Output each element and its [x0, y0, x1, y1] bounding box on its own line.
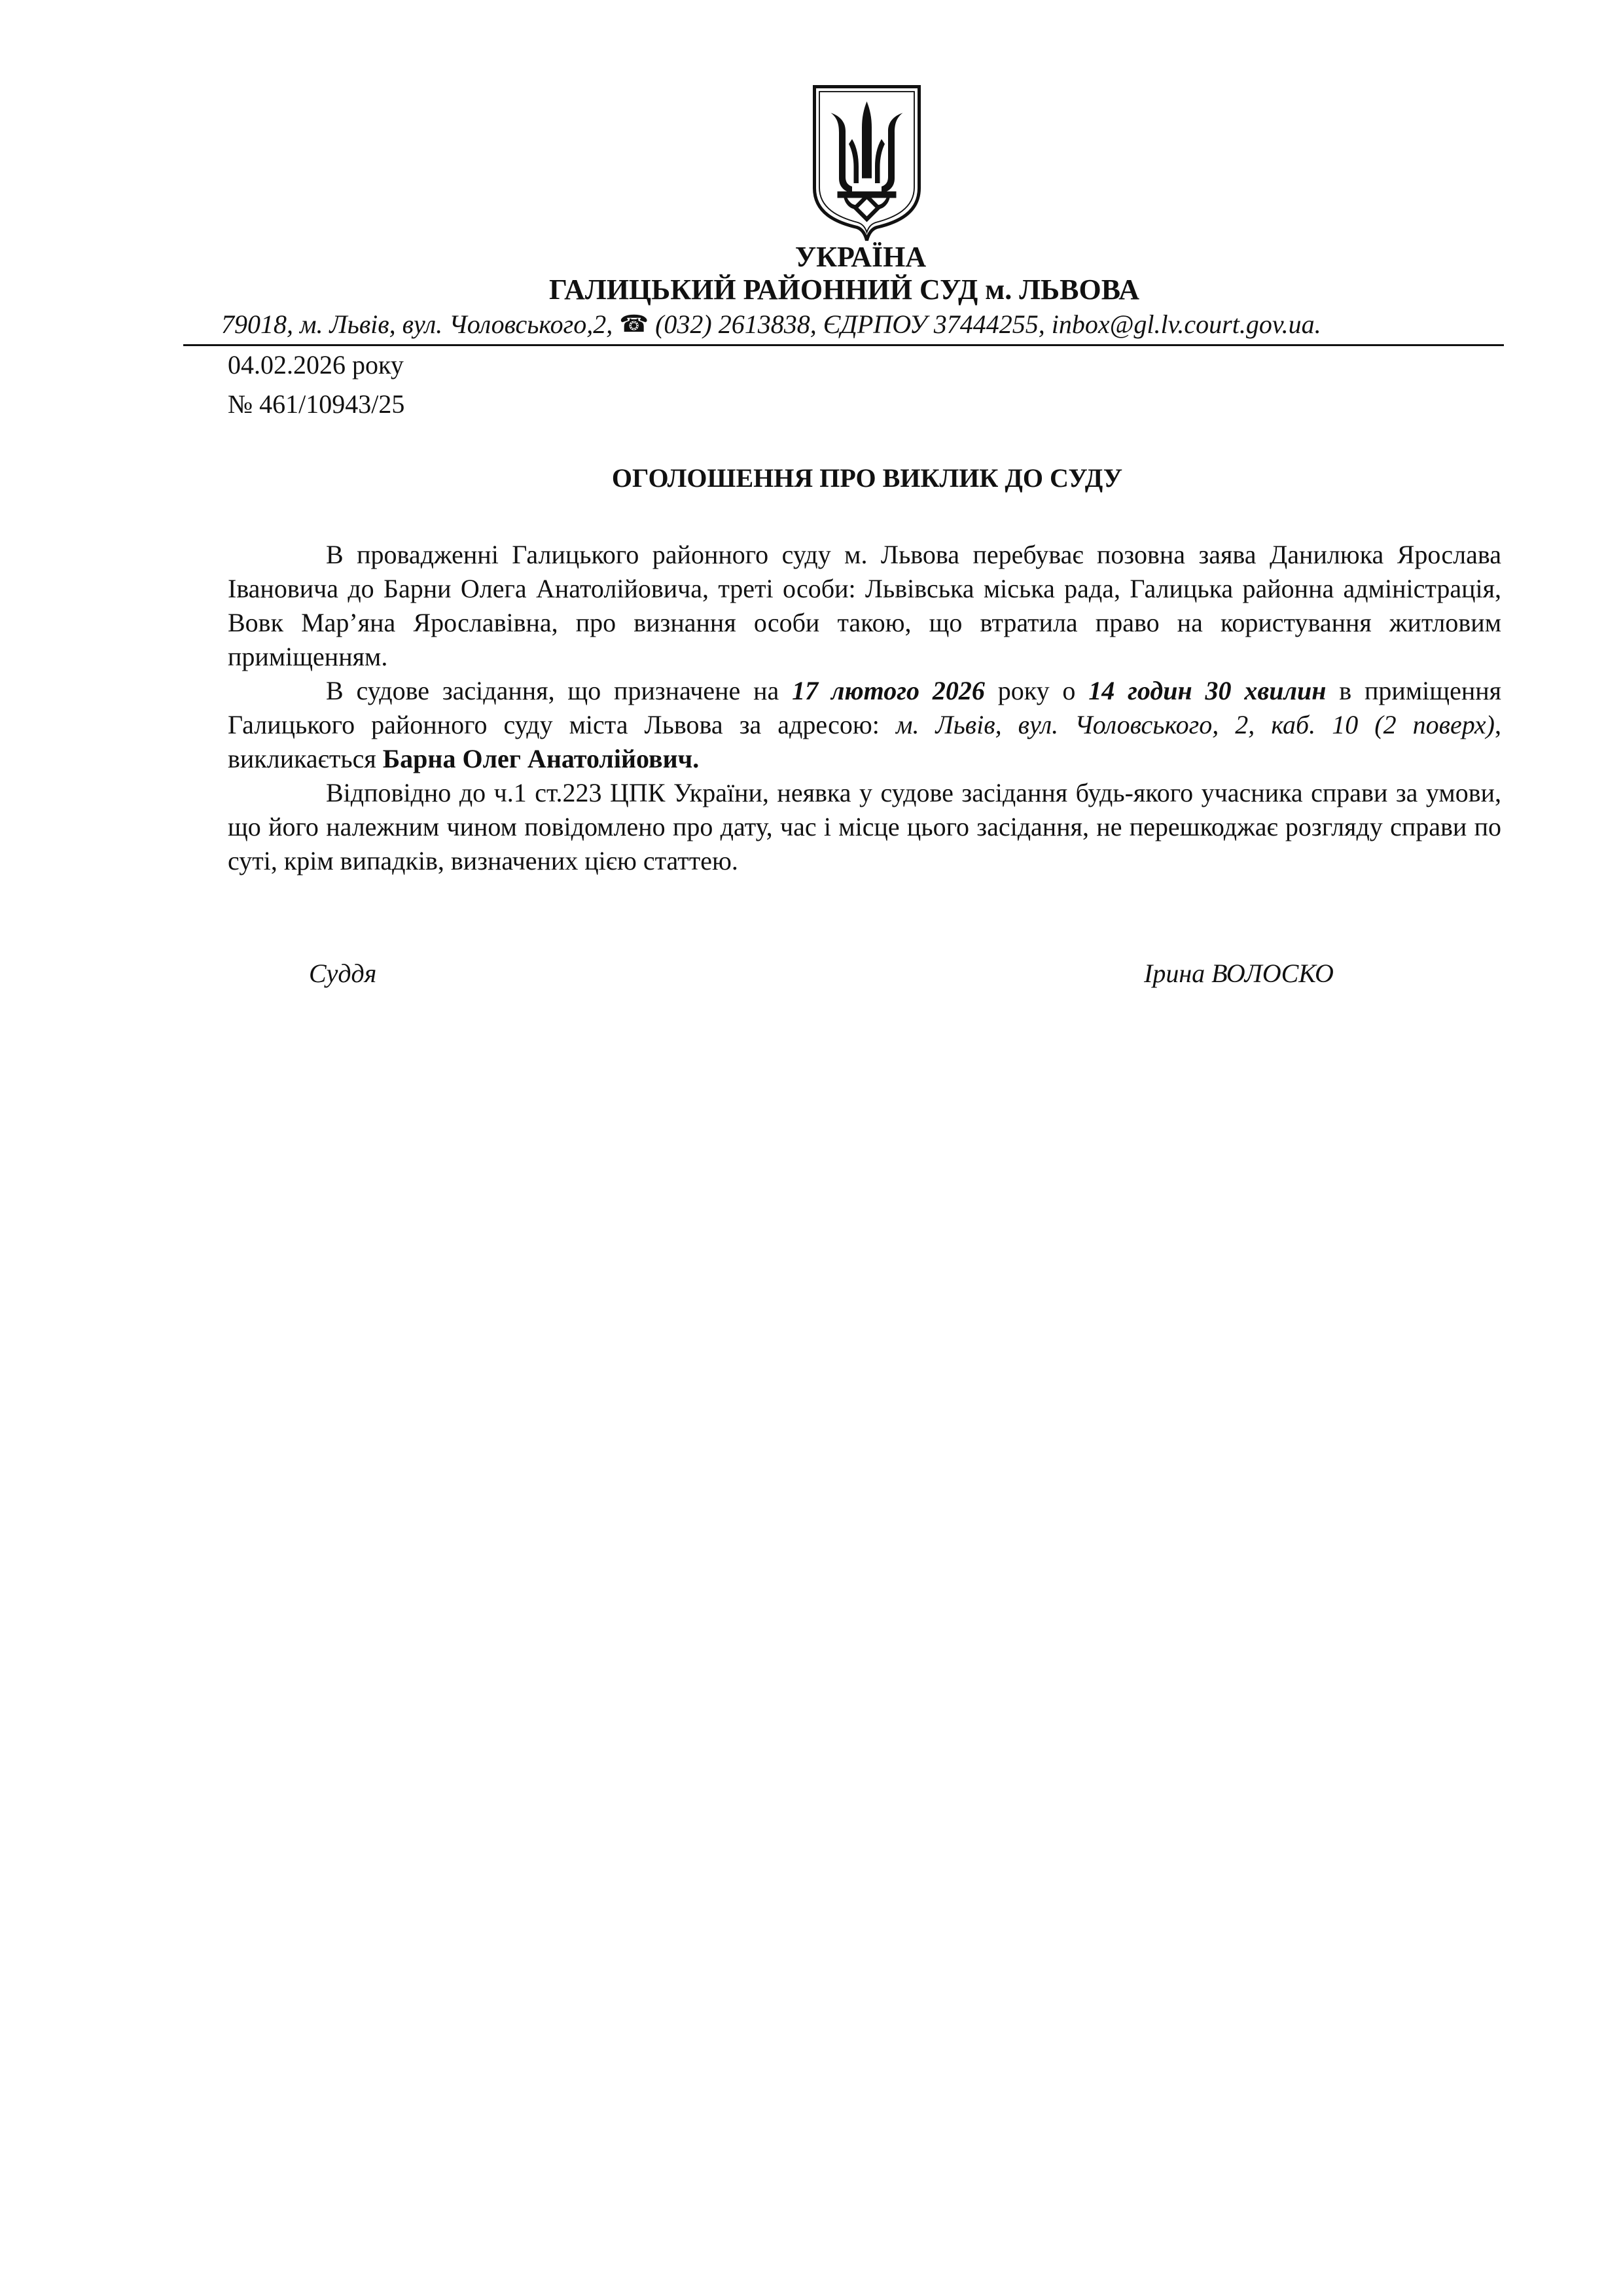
- header-divider: [183, 344, 1504, 346]
- telephone-icon: ☎: [619, 311, 649, 337]
- hearing-date: 17 лютого 2026: [792, 676, 985, 705]
- document-title: ОГОЛОШЕННЯ ПРО ВИКЛИК ДО СУДУ: [611, 463, 1123, 493]
- document-body: [228, 538, 1501, 878]
- p2-text-c: в приміщення Галицького районного суду міста Львова за адресою:: [228, 676, 1502, 739]
- ukraine-trident-emblem-icon: [810, 82, 924, 245]
- court-address-line: [221, 308, 1478, 341]
- country-heading: УКРАЇНА: [794, 241, 927, 273]
- hearing-address: м. Львів, вул. Чоловського, 2, каб. 10 (2 поверх): [895, 710, 1495, 739]
- court-name-heading: ГАЛИЦЬКИЙ РАЙОННИЙ СУД м. ЛЬВОВА: [548, 274, 1140, 306]
- hearing-time: 14 годин 30 хвилин: [1088, 676, 1327, 705]
- body-paragraph-3: Відповідно до ч.1 ст.223 ЦПК України, неявка у судове засідання будь-якого учасника справи за умови, що його належним чином повідомлено про дату, час і місце цього засідання, не перешкоджає розгляду справи по суті, крім випадків, визначених цією статтею.: [228, 778, 1501, 875]
- body-paragraph-1: В провадженні Галицького районного суду м. Львова перебуває позовна заява Данилюка Ярослава Івановича до Барни Олега Анатолійовича, треті особи: Львівська міська рада, Галицька районна адміністрація, Вовк Мар’яна Ярославівна, про визнання особи такою, що втратила право на користування житловим приміщенням.: [228, 540, 1501, 671]
- p2-text-a: В судове засідання, що призначене на: [326, 676, 793, 705]
- p2-text-d: , викликається: [228, 710, 1502, 773]
- signature-name: Ірина ВОЛОСКО: [1144, 959, 1334, 988]
- body-paragraph-2: [228, 674, 1501, 776]
- document-date: 04.02.2026 року: [228, 350, 404, 380]
- summoned-person: Барна Олег Анатолійович.: [382, 744, 700, 773]
- case-number: № 461/10943/25: [228, 389, 405, 419]
- p2-text-b: року о: [984, 676, 1089, 705]
- contacts-text: (032) 2613838, ЄДРПОУ 37444255, inbox@gl.lv.court.gov.ua.: [649, 309, 1321, 339]
- address-text: 79018, м. Львів, вул. Чоловського,2,: [221, 309, 620, 339]
- signature-role: Суддя: [309, 959, 377, 988]
